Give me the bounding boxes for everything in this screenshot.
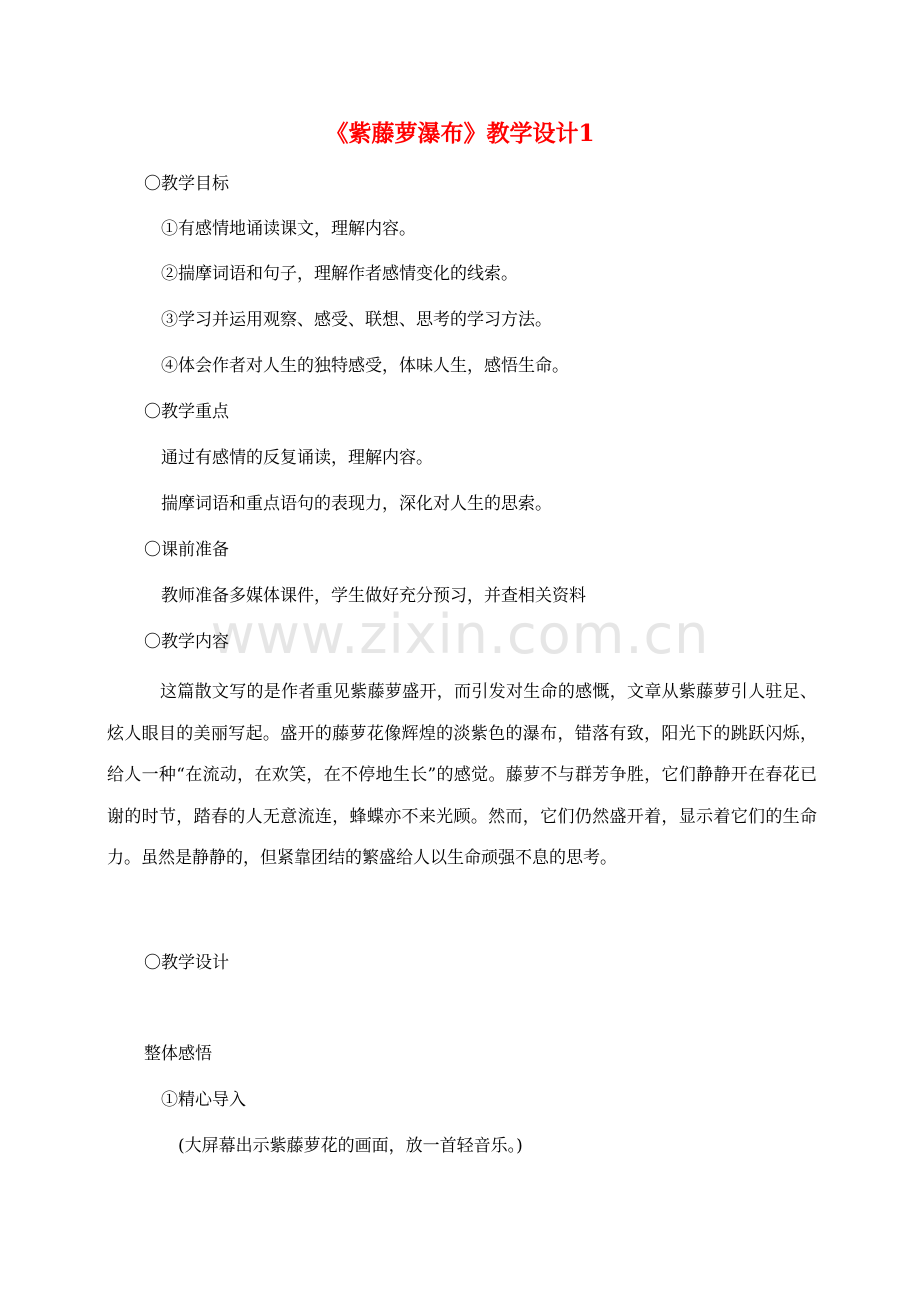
overall-heading: 整体感悟 [144, 1044, 212, 1064]
objective-item-1: ①有感情地诵读课文，理解内容。 [161, 219, 416, 239]
key-point-item-2: 揣摩词语和重点语句的表现力，深化对人生的思索。 [161, 494, 552, 514]
content-heading: 〇教学内容 [144, 632, 229, 652]
step1-note: (大屏幕出示紫藤萝花的画面，放一首轻音乐。) [178, 1136, 523, 1156]
objectives-heading: 〇教学目标 [144, 174, 229, 194]
document-title: 《紫藤萝瀑布》教学设计1 [325, 120, 595, 147]
watermark: www.zixin.com.cn [210, 603, 710, 666]
key-points-heading: 〇教学重点 [144, 402, 229, 422]
objective-item-2: ②揣摩词语和句子，理解作者感情变化的线索。 [161, 264, 518, 284]
objective-item-3: ③学习并运用观察、感受、联想、思考的学习方法。 [161, 310, 552, 330]
key-point-item-1: 通过有感情的反复诵读，理解内容。 [161, 448, 433, 468]
content-paragraph: 这篇散文写的是作者重见紫藤萝盛开，而引发对生命的感慨，文章从紫藤萝引人驻足、炫人眼目的美丽写起。盛开的藤萝花像辉煌的淡紫色的瀑布，错落有致，阳光下的跳跃闪烁，给人一种“在流动，在欢笑，在不停地生长”的感觉。藤萝不与群芳争胜，它们静静开在春花已谢的时节，踏春的人无意流连，蜂蝶亦不来光顾。然而，它们仍然盛开着，显示着它们的生命力。虽然是静静的，但紧靠团结的繁盛给人以生命顽强不息的思考。 [107, 682, 817, 868]
design-heading: 〇教学设计 [144, 953, 229, 973]
step1-heading: ①精心导入 [161, 1090, 246, 1110]
objective-item-4: ④体会作者对人生的独特感受，体味人生，感悟生命。 [161, 356, 569, 376]
preparation-heading: 〇课前准备 [144, 540, 229, 560]
preparation-text: 教师准备多媒体课件，学生做好充分预习，并查相关资料 [161, 586, 586, 606]
